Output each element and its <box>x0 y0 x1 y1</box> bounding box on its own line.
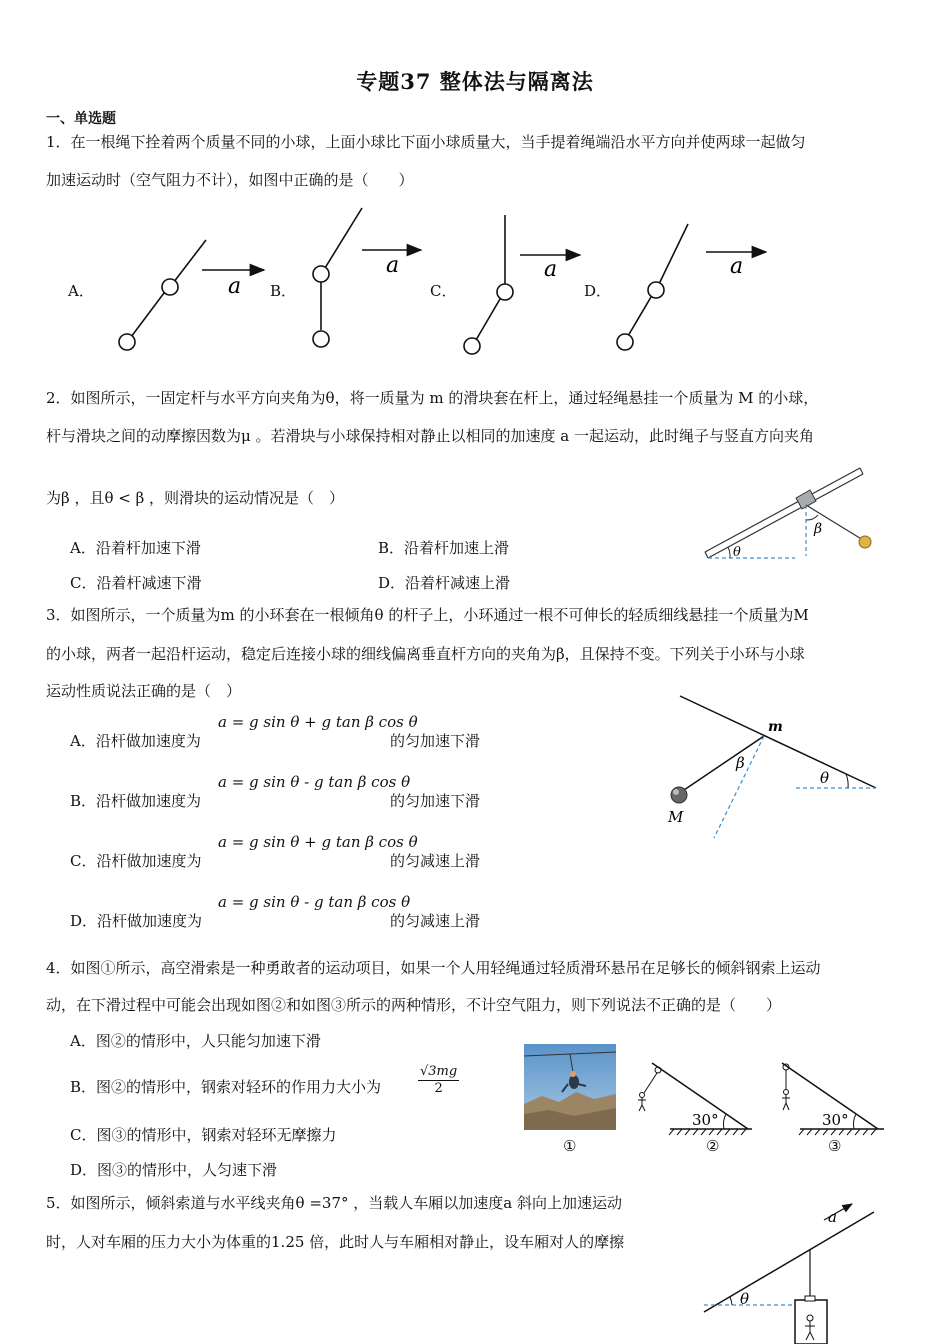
q3-fig-m: m <box>768 719 783 735</box>
q4-diagram-2-angle: 30° <box>692 1111 719 1129</box>
q3-line1: 3．如图所示，一个质量为m 的小环套在一根倾角θ 的杆子上，小环通过一根不可伸长的轻质细线悬挂一个质量为M <box>46 606 809 624</box>
q1-figure-b <box>313 208 421 347</box>
page-title: 专题37 整体法与隔离法 <box>356 69 594 94</box>
q1-accel-label-d: a <box>730 254 744 279</box>
q3-fig-beta: β <box>736 754 745 772</box>
q3-option-c-formula: a = g sin θ + g tan β cos θ <box>218 833 418 851</box>
q1-option-b-label[interactable]: B． <box>270 282 297 300</box>
q4-option-d[interactable]: D．图③的情形中，人匀速下滑 <box>70 1161 278 1179</box>
q2-option-c[interactable]: C．沿着杆减速下滑 <box>70 574 202 592</box>
q3-line3: 运动性质说法正确的是（ ） <box>46 682 242 700</box>
q1-accel-label-a: a <box>228 274 242 299</box>
q1-figures <box>0 200 950 360</box>
q3-option-d-suffix: 的匀减速上滑 <box>390 912 481 930</box>
q3-figure <box>660 690 890 850</box>
q2-line1: 2．如图所示，一固定杆与水平方向夹角为θ，将一质量为 m 的滑块套在杆上，通过轻绳悬挂一个质量为 M 的小球， <box>46 389 819 407</box>
q5-line1: 5．如图所示，倾斜索道与水平线夹角θ =37° ，当载人车厢以加速度a 斜向上加速运动 <box>46 1194 622 1212</box>
q4-line2: 动，在下滑过程中可能会出现如图②和如图③所示的两种情形，不计空气阻力，则下列说法不正确的是（ ） <box>46 996 782 1014</box>
q5-figure <box>700 1200 890 1344</box>
q2-line2: 杆与滑块之间的动摩擦因数为μ 。若滑块与小球保持相对静止以相同的加速度 a 一起运动，此时绳子与竖直方向夹角 <box>46 427 815 445</box>
q3-option-b-formula: a = g sin θ - g tan β cos θ <box>218 773 411 791</box>
q1-option-d-label[interactable]: D． <box>584 282 612 300</box>
q2-option-a[interactable]: A．沿着杆加速下滑 <box>70 539 201 557</box>
q4-diagram-3 <box>782 1063 884 1135</box>
q1-line1: 1．在一根绳下拴着两个质量不同的小球，上面小球比下面小球质量大，当手提着绳端沿水平方向并使两球一起做匀 <box>46 133 806 151</box>
q3-option-a-formula: a = g sin θ + g tan β cos θ <box>218 713 418 731</box>
q2-option-b[interactable]: B．沿着杆加速上滑 <box>378 539 510 557</box>
q1-accel-label-b: a <box>386 253 400 278</box>
q4-diagrams <box>630 1055 900 1137</box>
q4-option-b[interactable]: B．图②的情形中，钢索对轻环的作用力大小为 <box>70 1078 382 1096</box>
q5-fig-a: a <box>828 1208 837 1226</box>
section-heading: 一、单选题 <box>46 111 116 127</box>
q4-fraction-numerator: √3mg <box>420 1064 458 1079</box>
q2-option-d[interactable]: D．沿着杆减速上滑 <box>378 574 511 592</box>
q4-diagram-2 <box>638 1063 752 1135</box>
q4-zipline-photo <box>524 1044 616 1130</box>
q4-fig-label-2: ② <box>706 1137 720 1155</box>
q2-fig-theta: θ <box>733 545 741 560</box>
q3-option-a-text[interactable]: A．沿杆做加速度为 <box>70 732 201 750</box>
q4-option-b-fraction <box>418 1064 459 1097</box>
q3-option-d-text[interactable]: D．沿杆做加速度为 <box>70 912 203 930</box>
q3-option-b-text[interactable]: B．沿杆做加速度为 <box>70 792 202 810</box>
q3-option-c-suffix: 的匀减速上滑 <box>390 852 481 870</box>
q5-line2: 时，人对车厢的压力大小为体重的1.25 倍，此时人与车厢相对静止，设车厢对人的摩擦 <box>46 1233 625 1251</box>
q4-diagram-3-angle: 30° <box>822 1111 849 1129</box>
q3-line2: 的小球，两者一起沿杆运动，稳定后连接小球的细线偏离垂直杆方向的夹角为β，且保持不变。下列关于小环与小球 <box>46 645 805 663</box>
q4-fraction-denominator: 2 <box>434 1081 443 1096</box>
q1-accel-label-c: a <box>544 257 558 282</box>
q3-fig-theta: θ <box>820 769 830 787</box>
q2-fig-beta: β <box>814 521 823 537</box>
q4-line1: 4．如图①所示，高空滑索是一种勇敢者的运动项目，如果一个人用轻绳通过轻质滑环悬吊在足够长的倾斜钢索上运动 <box>46 959 821 977</box>
q3-fig-M: M <box>668 808 684 826</box>
q1-figure-a <box>119 240 264 350</box>
q4-fig-label-1: ① <box>563 1137 577 1155</box>
q1-figure-d <box>617 224 766 350</box>
q1-option-c-label[interactable]: C． <box>430 282 457 300</box>
q4-option-a[interactable]: A．图②的情形中，人只能匀加速下滑 <box>70 1032 321 1050</box>
q2-figure <box>700 460 880 565</box>
q1-option-a-label[interactable]: A． <box>68 282 94 300</box>
q1-line2: 加速运动时（空气阻力不计），如图中正确的是（ ） <box>46 171 414 189</box>
q5-fig-theta: θ <box>740 1290 750 1308</box>
q3-option-d-formula: a = g sin θ - g tan β cos θ <box>218 893 411 911</box>
q3-option-c-text[interactable]: C．沿杆做加速度为 <box>70 852 202 870</box>
q3-option-a-suffix: 的匀加速下滑 <box>390 732 481 750</box>
q3-option-b-suffix: 的匀加速下滑 <box>390 792 481 810</box>
q4-fig-label-3: ③ <box>828 1137 842 1155</box>
q2-line3: 为β ，且θ < β ，则滑块的运动情况是（ ） <box>46 489 345 507</box>
q4-option-c[interactable]: C．图③的情形中，钢索对轻环无摩擦力 <box>70 1126 337 1144</box>
q1-figure-c <box>464 215 580 354</box>
